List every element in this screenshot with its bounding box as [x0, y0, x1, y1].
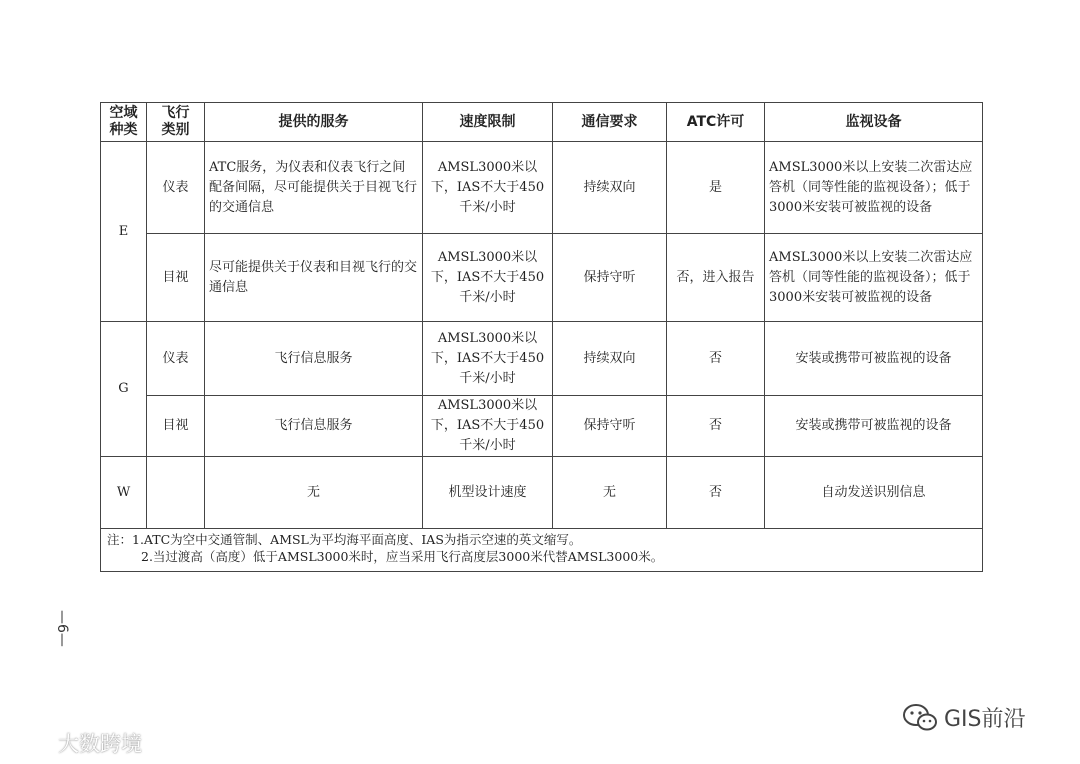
atc-cell: 否 — [667, 457, 765, 529]
surveillance-cell: AMSL3000米以上安装二次雷达应答机（同等性能的监视设备）；低于3000米安装可被监视的设备 — [765, 234, 983, 322]
speed-cell: AMSL3000米以下，IAS不大于450千米/小时 — [423, 142, 553, 234]
class-cell-g: G — [101, 322, 147, 457]
notes-row — [101, 529, 983, 572]
speed-cell: AMSL3000米以下，IAS不大于450千米/小时 — [423, 322, 553, 396]
watermark-right-text: GIS前沿 — [944, 707, 1026, 732]
speed-cell: 机型设计速度 — [423, 457, 553, 529]
comm-cell: 保持守听 — [553, 234, 667, 322]
table-row — [101, 142, 983, 234]
category-cell: 目视 — [147, 234, 205, 322]
table-header-row — [101, 103, 983, 142]
speed-cell: AMSL3000米以下，IAS不大于450千米/小时 — [423, 234, 553, 322]
surveillance-cell: 安装或携带可被监视的设备 — [765, 322, 983, 396]
service-cell: 飞行信息服务 — [205, 322, 423, 396]
atc-cell: 是 — [667, 142, 765, 234]
category-cell — [147, 457, 205, 529]
service-cell: 无 — [205, 457, 423, 529]
category-cell: 仪表 — [147, 322, 205, 396]
surveillance-cell: AMSL3000米以上安装二次雷达应答机（同等性能的监视设备）；低于3000米安装可被监视的设备 — [765, 142, 983, 234]
wechat-logo-icon — [902, 703, 938, 733]
comm-cell: 持续双向 — [553, 142, 667, 234]
comm-cell: 持续双向 — [553, 322, 667, 396]
table-row — [101, 322, 983, 396]
comm-cell: 保持守听 — [553, 396, 667, 457]
table-row — [101, 396, 983, 457]
atc-cell: 否，进入报告 — [667, 234, 765, 322]
surveillance-cell: 自动发送识别信息 — [765, 457, 983, 529]
atc-cell: 否 — [667, 396, 765, 457]
watermark-left-text: 大数跨境 — [58, 732, 142, 756]
weibo-logo-icon — [10, 730, 54, 756]
header-surveillance: 监视设备 — [765, 103, 983, 142]
service-cell: 飞行信息服务 — [205, 396, 423, 457]
page-number: —6— — [54, 609, 70, 647]
service-cell: ATC服务，为仪表和仪表飞行之间配备间隔，尽可能提供关于目视飞行的交通信息 — [205, 142, 423, 234]
table-notes — [101, 529, 983, 572]
watermark-left — [10, 728, 142, 758]
watermark-right — [902, 702, 1026, 733]
note-line-1: 注：1.ATC为空中交通管制、AMSL为平均海平面高度、IAS为指示空速的英文缩写。 — [107, 532, 582, 547]
service-cell: 尽可能提供关于仪表和目视飞行的交通信息 — [205, 234, 423, 322]
header-services: 提供的服务 — [205, 103, 423, 142]
speed-cell: AMSL3000米以下，IAS不大于450千米/小时 — [423, 396, 553, 457]
table-row — [101, 234, 983, 322]
class-cell-e: E — [101, 142, 147, 322]
header-flight-category: 飞行 类别 — [147, 103, 205, 142]
airspace-classification-table — [100, 102, 983, 572]
comm-cell: 无 — [553, 457, 667, 529]
atc-cell: 否 — [667, 322, 765, 396]
category-cell: 仪表 — [147, 142, 205, 234]
category-cell: 目视 — [147, 396, 205, 457]
class-cell-w: W — [101, 457, 147, 529]
table-row — [101, 457, 983, 529]
header-speed-limit: 速度限制 — [423, 103, 553, 142]
header-comm-requirement: 通信要求 — [553, 103, 667, 142]
header-atc-clearance: ATC许可 — [667, 103, 765, 142]
header-airspace-class: 空域 种类 — [101, 103, 147, 142]
surveillance-cell: 安装或携带可被监视的设备 — [765, 396, 983, 457]
note-line-2: 2.当过渡高（高度）低于AMSL3000米时，应当采用飞行高度层3000米代替AMSL3000米。 — [141, 549, 664, 564]
